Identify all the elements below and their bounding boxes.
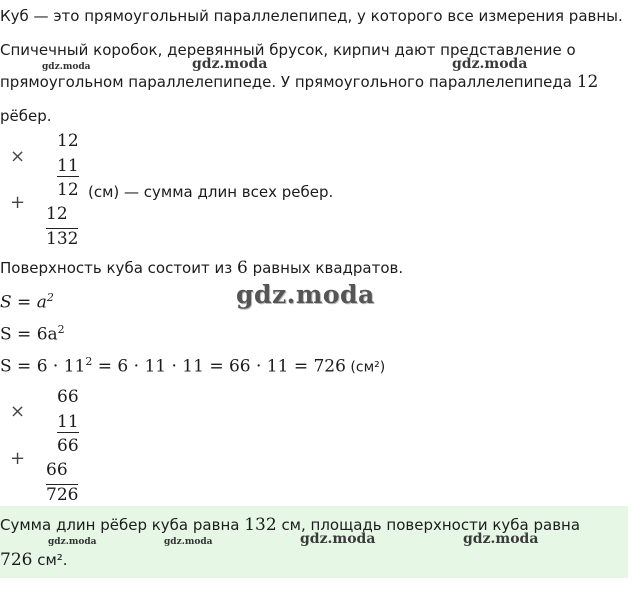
answer-edges-total: 132 <box>244 515 277 535</box>
factor-b: 11 <box>57 412 79 432</box>
text-line-4: рёбер. <box>0 107 52 125</box>
times-sign: × <box>10 401 26 422</box>
watermark: gdz.moda <box>48 537 97 547</box>
partial-1: 66 <box>57 436 79 456</box>
factor-b: 11 <box>57 156 79 176</box>
squares-text: Поверхность куба состоит из <box>0 259 237 277</box>
formula-3-text-a: S = 6 · 11 <box>0 356 86 377</box>
plus-sign: + <box>10 192 26 213</box>
answer-line-2 <box>0 550 68 570</box>
formula-3-exp: 2 <box>85 355 93 368</box>
formula-2 <box>0 320 65 345</box>
plus-sign: + <box>10 448 26 469</box>
answer-text-b: см, площадь поверхности куба равна <box>276 516 581 534</box>
formula-1 <box>0 288 54 313</box>
formula-2-text: S = 6a <box>0 324 58 345</box>
formula-2-exp: 2 <box>57 323 65 336</box>
formula-3-unit: (см²) <box>345 359 386 376</box>
watermark: gdz.moda <box>236 280 375 309</box>
factor-a: 12 <box>57 131 79 151</box>
factor-a: 66 <box>57 387 79 407</box>
partial-2: 66 <box>46 460 68 480</box>
text-line-2: Спичечный коробок, деревянный брусок, кирпич дают представление о <box>0 41 576 59</box>
product-result: 132 <box>46 229 79 249</box>
text-line-1: Куб — это прямоугольный параллелепипед, у которого все измерения равны. <box>0 7 623 25</box>
watermark: gdz.moda <box>463 531 539 547</box>
formula-3-text-b: = 6 · 11 · 11 = 66 · 11 = 726 <box>92 356 346 377</box>
partial-2: 12 <box>46 204 68 224</box>
squares-end: равных квадратов. <box>247 259 404 277</box>
watermark: gdz.moda <box>452 56 528 72</box>
formula-3 <box>0 352 385 378</box>
answer-area-total: 726 <box>0 550 33 570</box>
answer-text-c: см². <box>32 551 68 569</box>
squares-line <box>0 258 403 278</box>
watermark: gdz.moda <box>300 531 376 547</box>
formula-1-text: S = a <box>0 292 47 313</box>
sum-label: (см) — сумма длин всех ребер. <box>88 183 334 201</box>
answer-text-a: Сумма длин рёбер куба равна <box>0 516 245 534</box>
watermark: gdz.moda <box>42 62 91 72</box>
product-result: 726 <box>46 485 79 505</box>
times-sign: × <box>10 146 26 167</box>
edges-count: 12 <box>576 72 599 92</box>
partial-1: 12 <box>57 180 79 200</box>
watermark: gdz.moda <box>192 56 268 72</box>
squares-count: 6 <box>236 258 248 278</box>
watermark: gdz.moda <box>164 537 213 547</box>
text-line-3-text: прямоугольном параллелепипеде. У прямоугольного параллелепипеда <box>0 73 577 91</box>
text-line-3 <box>0 72 598 92</box>
formula-1-exp: 2 <box>46 291 54 304</box>
